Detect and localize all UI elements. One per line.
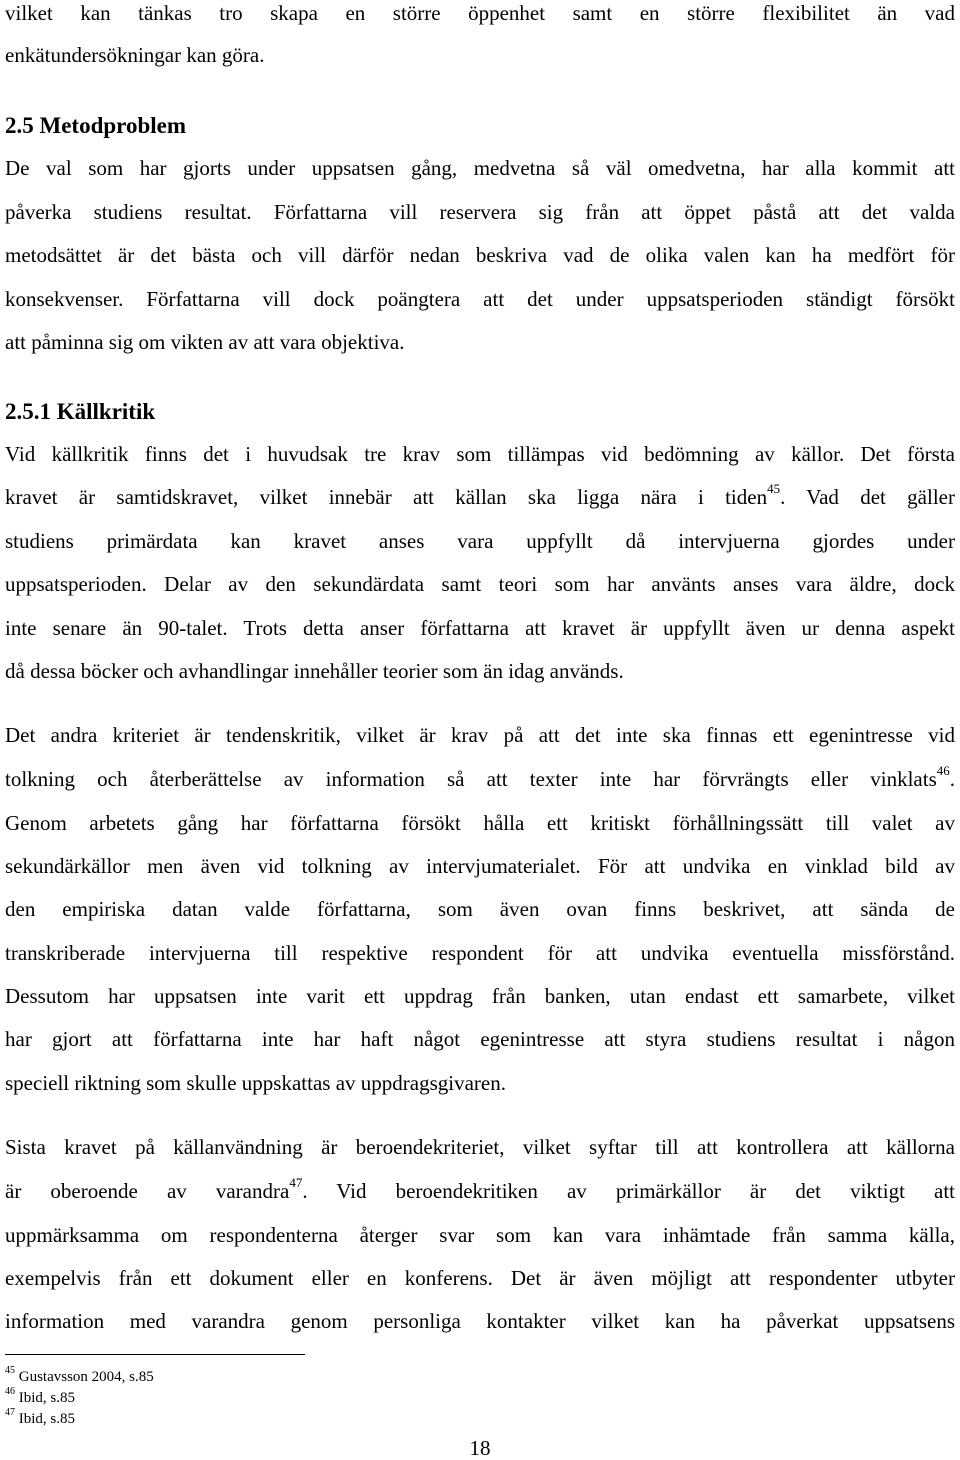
footnote-number: 46 <box>5 1386 15 1397</box>
text-run: . Vad det gäller <box>780 485 955 509</box>
footnote-text: Gustavsson 2004, s.85 <box>18 1369 154 1385</box>
text-run: kravet är samtidskravet, vilket innebär att källan ska ligga nära i tiden <box>5 485 768 509</box>
subsection-heading: 2.5.1 Källkritik <box>5 399 156 424</box>
footnote <box>5 1409 75 1429</box>
text-run: . <box>949 767 955 791</box>
body-text-line: Vid källkritik finns det i huvudsak tre krav som tillämpas vid bedömning av källor. Det första <box>5 442 955 466</box>
body-text-line: studiens primärdata kan kravet anses vara uppfyllt då intervjuerna gjordes under <box>5 529 955 553</box>
body-text-line <box>5 763 955 792</box>
footnote <box>5 1388 75 1408</box>
body-text-line: exempelvis från ett dokument eller en konferens. Det är även möjligt att respondenter utbyter <box>5 1266 955 1290</box>
body-text-line: konsekvenser. Författarna vill dock poängtera att det under uppsatsperioden ständigt försökt <box>5 287 955 311</box>
footnote-text: Ibid, s.85 <box>18 1390 75 1406</box>
body-text-line: påverka studiens resultat. Författarna vill reservera sig från att öppet påstå att det valda <box>5 200 955 224</box>
text-run: tolkning och återberättelse av information så att texter inte har förvrängts eller vinklats <box>5 767 937 791</box>
body-text-line: information med varandra genom personliga kontakter vilket kan ha påverkat uppsatsens <box>5 1309 955 1333</box>
section-heading: 2.5 Metodproblem <box>5 113 187 138</box>
page-number: 18 <box>469 1436 491 1460</box>
text-run: är oberoende av varandra <box>5 1179 290 1203</box>
footnote-separator <box>5 1354 305 1355</box>
body-text-line: inte senare än 90-talet. Trots detta anser författarna att kravet är uppfyllt även ur denna aspekt <box>5 616 955 640</box>
body-text-line: uppsatsperioden. Delar av den sekundärdata samt teori som har använts anses vara äldre, dock <box>5 572 955 596</box>
body-text-line: Det andra kriteriet är tendenskritik, vilket är krav på att det inte ska finnas ett egenintresse vid <box>5 723 955 747</box>
body-text-line: metodsättet är det bästa och vill därför nedan beskriva vad de olika valen kan ha medfört för <box>5 243 955 267</box>
body-text-line: enkätundersökningar kan göra. <box>5 43 265 67</box>
body-text-line: transkriberade intervjuerna till respektive respondent för att undvika eventuella missförstånd. <box>5 941 955 965</box>
footnote-reference[interactable]: 45 <box>767 481 781 496</box>
footnote-reference[interactable]: 46 <box>936 763 950 778</box>
body-text-line: att påminna sig om vikten av att vara objektiva. <box>5 330 405 354</box>
footnote-number: 47 <box>5 1407 15 1418</box>
body-text-line: den empiriska datan valde författarna, som även ovan finns beskrivet, att sända de <box>5 897 955 921</box>
body-text-line: Sista kravet på källanvändning är beroendekriteriet, vilket syftar till att kontrollera att källorna <box>5 1135 955 1159</box>
footnote-text: Ibid, s.85 <box>18 1411 75 1427</box>
footnote-number: 45 <box>5 1365 15 1376</box>
body-text-line: De val som har gjorts under uppsatsen gång, medvetna så väl omedvetna, har alla kommit att <box>5 156 955 180</box>
body-text-line: då dessa böcker och avhandlingar innehåller teorier som än idag används. <box>5 659 624 683</box>
footnote <box>5 1367 154 1387</box>
body-text-line: speciell riktning som skulle uppskattas av uppdragsgivaren. <box>5 1071 506 1095</box>
body-text-line: vilket kan tänkas tro skapa en större öppenhet samt en större flexibilitet än vad <box>5 1 955 25</box>
body-text-line <box>5 481 955 510</box>
body-text-line: Genom arbetets gång har författarna försökt hålla ett kritiskt förhållningssätt till valet av <box>5 811 955 835</box>
body-text-line: uppmärksamma om respondenterna återger svar som kan vara inhämtade från samma källa, <box>5 1223 955 1247</box>
body-text-line: sekundärkällor men även vid tolkning av intervjumaterialet. För att undvika en vinklad bild av <box>5 854 955 878</box>
body-text-line: Dessutom har uppsatsen inte varit ett uppdrag från banken, utan endast ett samarbete, vilket <box>5 984 955 1008</box>
body-text-line: har gjort att författarna inte har haft något egenintresse att styra studiens resultat i någon <box>5 1027 955 1051</box>
body-text-line <box>5 1175 955 1204</box>
footnote-reference[interactable]: 47 <box>289 1175 303 1190</box>
text-run: . Vid beroendekritiken av primärkällor är det viktigt att <box>302 1179 955 1203</box>
